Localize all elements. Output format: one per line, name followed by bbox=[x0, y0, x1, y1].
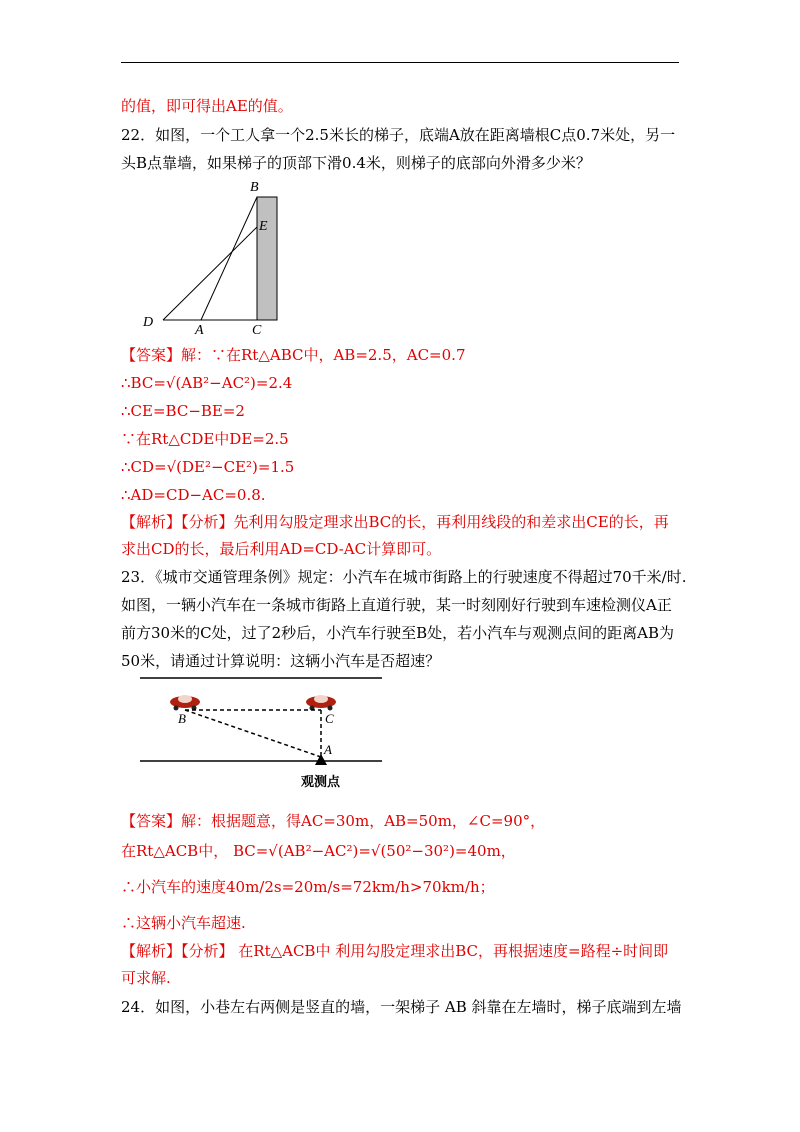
station-label: 观测点 bbox=[301, 774, 341, 789]
label-a: A bbox=[195, 323, 204, 338]
answer-23-line-4: ∴这辆小汽车超速. bbox=[121, 914, 246, 932]
label-e: E bbox=[259, 219, 268, 234]
question-22-line-1: 22．如图，一个工人拿一个2.5米长的梯子，底端A放在距离墙根C点0.7米处，另一 bbox=[121, 126, 676, 144]
question-22-line-2: 头B点靠墙，如果梯子的顶部下滑0.4米，则梯子的底部向外滑多少米？ bbox=[121, 154, 591, 172]
answer-22-line-5: ∴CD=√(DE²−CE²)=1.5 bbox=[121, 458, 295, 476]
analysis-22-line-1: 【解析】【分析】先利用勾股定理求出BC的长，再利用线段的和差求出CE的长，再 bbox=[121, 513, 669, 531]
label-a: A bbox=[324, 742, 332, 757]
question-24-line-1: 24．如图，小巷左右两侧是竖直的墙，一架梯子 AB 斜靠在左墙时，梯子底端到左墙 bbox=[121, 998, 682, 1016]
segment-ab bbox=[185, 710, 321, 757]
question-23-line-4: 50米，请通过计算说明：这辆小汽车是否超速？ bbox=[121, 652, 441, 670]
answer-22-line-1: 【答案】解：∵在Rt△ABC中，AB=2.5，AC=0.7 bbox=[121, 346, 466, 364]
label-c: C bbox=[252, 323, 262, 338]
question-23-line-2: 如图，一辆小汽车在一条城市街路上直道行驶，某一时刻刚好行驶到车速检测仪A正 bbox=[121, 596, 672, 614]
answer-22-line-2: ∴BC=√(AB²−AC²)=2.4 bbox=[121, 374, 293, 392]
label-d: D bbox=[143, 315, 154, 330]
header-rule bbox=[121, 62, 679, 63]
wall bbox=[257, 197, 277, 320]
analysis-22-line-2: 求出CD的长，最后利用AD=CD-AC计算即可。 bbox=[121, 540, 442, 558]
label-b: B bbox=[178, 711, 186, 726]
car-at-c bbox=[306, 695, 336, 711]
analysis-23-line-1: 【解析】【分析】 在Rt△ACB中 利用勾股定理求出BC，再根据速度=路程÷时间即 bbox=[121, 942, 669, 960]
label-c: C bbox=[325, 711, 334, 726]
ladder-figure bbox=[135, 175, 290, 340]
answer-22-line-3: ∴CE=BC−BE=2 bbox=[121, 402, 245, 420]
answer-22-line-4: ∵在Rt△CDE中DE=2.5 bbox=[121, 430, 289, 448]
answer-23-line-2: 在Rt△ACB中， BC=√(AB²−AC²)=√(50²−30²)=40m， bbox=[121, 842, 516, 860]
ladder-ab bbox=[201, 197, 257, 320]
label-b: B bbox=[250, 180, 259, 195]
question-23-line-1: 23．《城市交通管理条例》规定：小汽车在城市街路上的行驶速度不得超过70千米/时. bbox=[121, 568, 687, 586]
car-at-b bbox=[170, 695, 200, 711]
answer-23-line-1: 【答案】解：根据题意，得AC=30m，AB=50m，∠C=90°， bbox=[121, 812, 546, 830]
analysis-23-line-2: 可求解. bbox=[121, 969, 171, 987]
car-speed-figure bbox=[138, 672, 386, 800]
ladder-de bbox=[163, 227, 257, 320]
question-23-line-3: 前方30米的C处，过了2秒后，小汽车行驶至B处，若小汽车与观测点间的距离AB为 bbox=[121, 624, 674, 642]
answer-23-line-3: ∴小汽车的速度40m/2s=20m/s=72km/h>70km/h； bbox=[121, 878, 495, 896]
text-line: 的值，即可得出AE的值。 bbox=[121, 97, 293, 115]
answer-22-line-6: ∴AD=CD−AC=0.8. bbox=[121, 486, 266, 504]
